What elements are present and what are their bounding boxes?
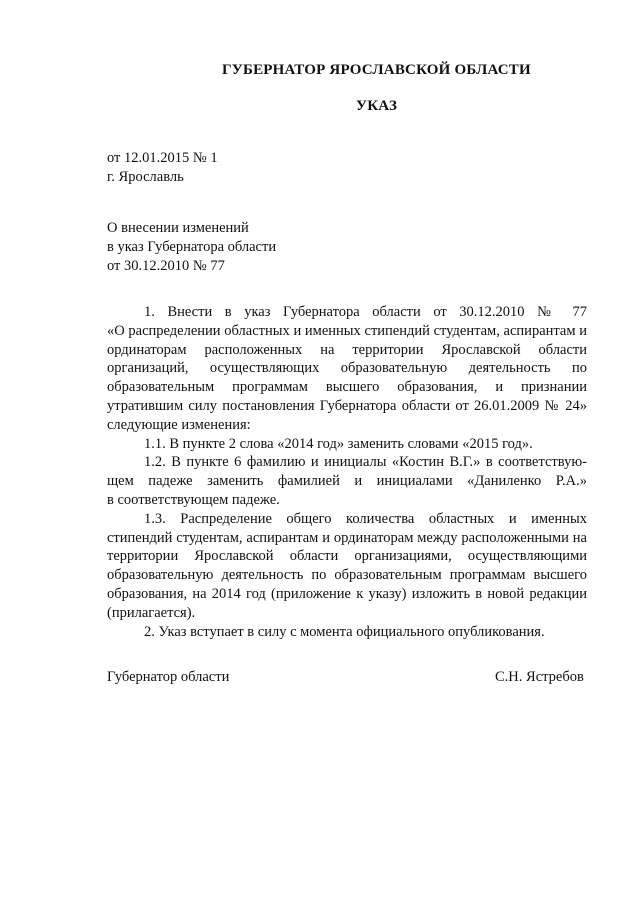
body-line: 2. Указ вступает в силу с момента официального опубликования. (144, 623, 545, 640)
signature-name: С.Н. Ястребов (495, 669, 584, 685)
body-line: в соответствующем падеже. (107, 491, 280, 508)
subject-line: О внесении изменений (107, 220, 249, 236)
body-line: стипендий студентам, аспирантам и ординаторам между расположенными на (107, 529, 587, 546)
body-line: щем падеже заменить фамилией и инициалами «Даниленко Р.А.» (107, 473, 587, 490)
subject-line: от 30.12.2010 № 77 (107, 258, 225, 274)
body-line: образовательную деятельность по образовательным программам высшего (107, 567, 587, 584)
body-line: 1. Внести в указ Губернатора области от 30.12.2010 № 77 (144, 304, 587, 320)
body-line: «О распределении областных и именных стипендий студентам, аспирантам и (107, 322, 587, 339)
body-line: 1.2. В пункте 6 фамилию и инициалы «Костин В.Г.» в соответствую- (144, 454, 587, 471)
signature-position: Губернатор области (107, 669, 230, 685)
body-line: следующие изменения: (107, 416, 251, 433)
authority-heading: ГУБЕРНАТОР ЯРОСЛАВСКОЙ ОБЛАСТИ (222, 62, 531, 78)
body-line: 1.3. Распределение общего количества областных и именных (144, 510, 587, 527)
body-line: 1.1. В пункте 2 слова «2014 год» заменить словами «2015 год». (144, 435, 533, 452)
body-line: ординаторам расположенных на территории Ярославской области (107, 341, 587, 358)
body-line: образования, на 2014 год (приложение к указу) изложить в новой редакции (107, 585, 587, 602)
date-number: от 12.01.2015 № 1 (107, 150, 218, 166)
body-line: образовательным программам высшего образования, и признании (107, 379, 587, 396)
body-line: утратившим силу постановления Губернатора области от 26.01.2009 № 24» (107, 397, 587, 414)
place: г. Ярославль (107, 169, 184, 185)
body-line: территории Ярославской области организациями, осуществляющими (107, 548, 587, 565)
body-line: (прилагается). (107, 604, 196, 621)
body-line: организаций, осуществляющих образовательную деятельность по (107, 360, 587, 377)
subject-line: в указ Губернатора области (107, 239, 277, 255)
doc-type-heading: УКАЗ (356, 98, 398, 114)
decree-body (107, 303, 587, 641)
